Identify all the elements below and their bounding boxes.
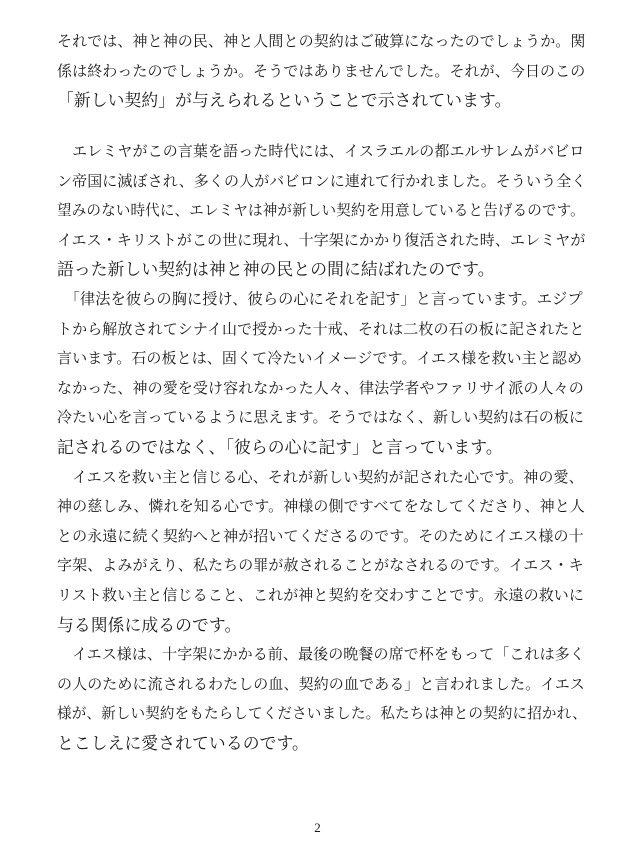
text-line: 記されるのではなく、「彼らの心に記す」と言っています。 — [57, 436, 503, 457]
text-line: イエス・キリストがこの世に現れ、十字架にかかり復活された時、エレミヤが — [57, 230, 586, 249]
text-line: とこしえに愛されているのです。 — [57, 732, 309, 753]
text-line: ン帝国に滅ぼされ、多くの人がバビロンに連れて行かれました。そういう全く — [57, 171, 587, 190]
text-line: なかった、神の愛を受け容れなかった人々、律法学者やファリサイ派の人々の — [57, 378, 584, 397]
text-line: イエス様は、十字架にかかる前、最後の晩餐の席で杯をもって「これは多く — [57, 645, 585, 664]
text-line: 言います。石の板とは、固くて冷たいイメージです。イエス様を救い主と認め — [57, 349, 583, 368]
text-line: 「律法を彼らの胸に授け、彼らの心にそれを記す」と言っています。エジプ — [57, 289, 583, 308]
page-number: 2 — [314, 820, 321, 835]
text-line: それでは、神と神の民、神と人間との契約はご破算になったのでしょうか。関 — [57, 32, 586, 50]
text-line: 望みのない時代に、エレミヤは神が新しい契約を用意していると告げるのです。 — [57, 202, 585, 220]
text-line: 語った新しい契約は神と神の民との間に結ばれたのです。 — [57, 259, 495, 280]
text-line: 与る関係に成るのです。 — [57, 614, 242, 635]
text-line: 神の慈しみ、憐れを知る心です。神様の側ですべてをなしてくださり、神と人 — [57, 497, 585, 516]
text-line: 冷たい心を言っているように思えます。そうではなく、新しい契約は石の板に — [57, 408, 585, 427]
intro-paragraph — [57, 27, 587, 116]
text-line: イエスを救い主と信じる心、それが新しい契約が記された心です。神の愛、 — [57, 467, 584, 486]
text-line: リスト救い主と信じること、これが神と契約を交わすことです。永遠の救いに — [57, 585, 585, 604]
text-line: トから解放されてシナイ山で授かった十戒、それは二枚の石の板に記されたと — [57, 319, 585, 338]
text-line: の人のために流されるわたしの血、契約の血である」と言われました。イエス — [57, 674, 585, 693]
text-line: エレミヤがこの言葉を語った時代には、イスラエルの都エルサレムがバビロ — [57, 142, 585, 160]
text-line: 「新しい契約」が与えられるということで示されています。 — [57, 90, 512, 111]
text-line: との永遠に続く契約へと神が招いてくださるのです。そのためにイエス様の十 — [57, 526, 584, 545]
text-line: 係は終わったのでしょうか。そうではありませんでした。それが、今日のこの — [57, 61, 586, 80]
text-line: 様が、新しい契約をもたらしてくださいました。私たちは神との契約に招かれ、 — [57, 705, 587, 723]
body-paragraphs — [57, 137, 587, 758]
text-line: 字架、よみがえり、私たちの罪が赦されることがなされるのです。イエス・キ — [57, 556, 584, 575]
